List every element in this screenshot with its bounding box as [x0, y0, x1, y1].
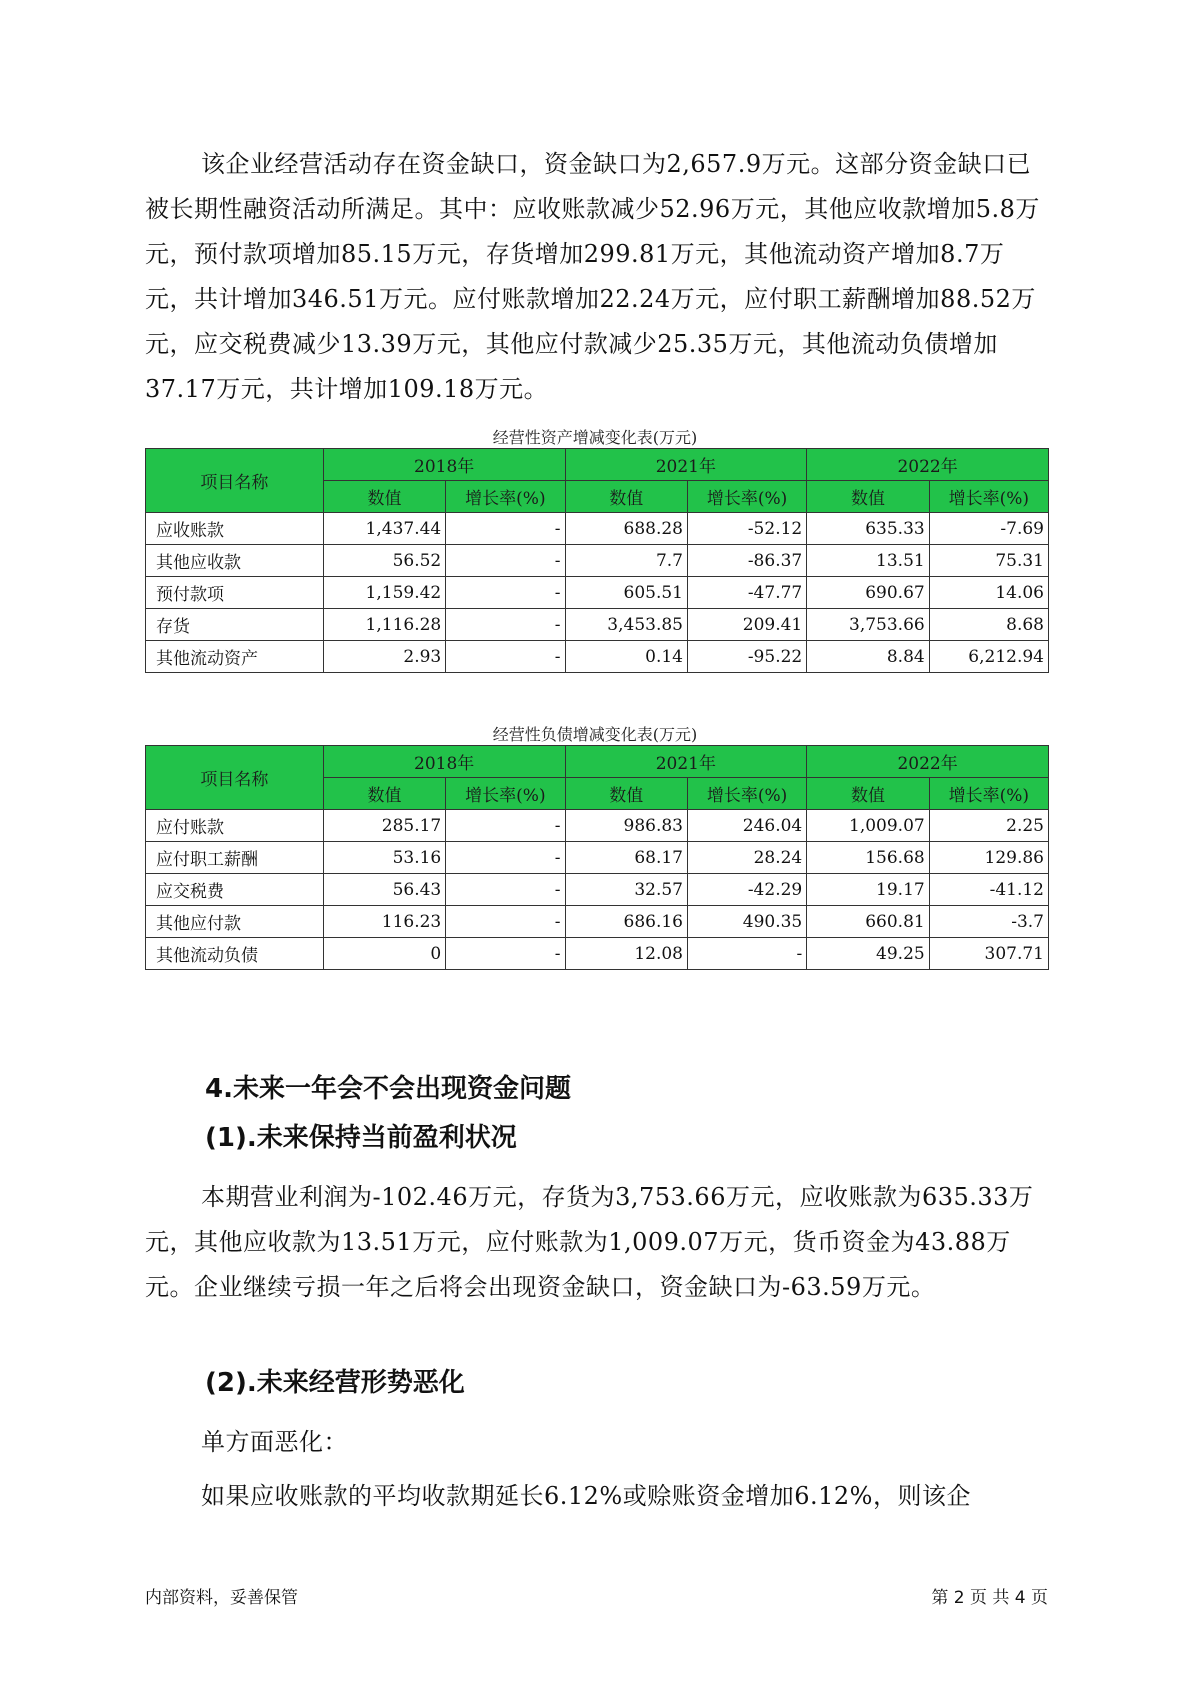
liability-change-table: [145, 745, 1049, 970]
value-cell: 688.28: [565, 513, 687, 545]
table-row: [146, 577, 1049, 609]
liability-table-caption: 经营性负债增减变化表(万元): [492, 725, 698, 744]
row-label: 其他流动负债: [146, 938, 324, 970]
year-header: 2018年: [323, 746, 565, 778]
growth-rate-cell: -7.69: [929, 513, 1048, 545]
growth-rate-cell: -95.22: [687, 641, 806, 673]
growth-rate-cell: -: [446, 641, 565, 673]
table-row: [146, 906, 1049, 938]
value-cell: 49.25: [807, 938, 929, 970]
growth-rate-header: 增长率(%): [687, 778, 806, 810]
growth-rate-header: 增长率(%): [687, 481, 806, 513]
table-row: [146, 874, 1049, 906]
year-header: 2022年: [807, 746, 1049, 778]
value-cell: 1,437.44: [323, 513, 445, 545]
value-cell: 690.67: [807, 577, 929, 609]
value-header: 数值: [323, 481, 445, 513]
growth-rate-cell: -86.37: [687, 545, 806, 577]
growth-rate-cell: 209.41: [687, 609, 806, 641]
row-label: 其他应收款: [146, 545, 324, 577]
growth-rate-cell: 75.31: [929, 545, 1048, 577]
footer-confidential-note: 内部资料，妥善保管: [145, 1588, 298, 1608]
value-cell: 12.08: [565, 938, 687, 970]
subsection-2-line-1: 单方面恶化：: [201, 1428, 348, 1456]
growth-rate-cell: 28.24: [687, 842, 806, 874]
row-label: 应付职工薪酬: [146, 842, 324, 874]
growth-rate-cell: -41.12: [929, 874, 1048, 906]
year-header: 2021年: [565, 449, 807, 481]
row-label: 应收账款: [146, 513, 324, 545]
value-cell: 1,116.28: [323, 609, 445, 641]
row-label: 预付款项: [146, 577, 324, 609]
value-cell: 7.7: [565, 545, 687, 577]
growth-rate-cell: -: [446, 842, 565, 874]
growth-rate-cell: -: [446, 609, 565, 641]
growth-rate-cell: -: [446, 874, 565, 906]
table-row: [146, 842, 1049, 874]
growth-rate-header: 增长率(%): [929, 778, 1048, 810]
value-cell: 0.14: [565, 641, 687, 673]
footer-page-number: 第 2 页 共 4 页: [931, 1588, 1048, 1608]
growth-rate-header: 增长率(%): [446, 481, 565, 513]
asset-table-caption: 经营性资产增减变化表(万元): [492, 428, 698, 447]
value-cell: 19.17: [807, 874, 929, 906]
value-header: 数值: [807, 481, 929, 513]
year-header: 2021年: [565, 746, 807, 778]
value-cell: 116.23: [323, 906, 445, 938]
growth-rate-cell: -: [446, 577, 565, 609]
growth-rate-cell: 246.04: [687, 810, 806, 842]
subsection-2-line-2: 如果应收账款的平均收款期延长6.12%或赊账资金增加6.12%，则该企: [201, 1482, 971, 1510]
table-row: [146, 545, 1049, 577]
growth-rate-cell: -52.12: [687, 513, 806, 545]
value-cell: 56.52: [323, 545, 445, 577]
growth-rate-cell: -: [446, 810, 565, 842]
value-header: 数值: [565, 481, 687, 513]
value-cell: 8.84: [807, 641, 929, 673]
subsection-1-heading: (1).未来保持当前盈利状况: [205, 1123, 517, 1153]
section-4-heading: 4.未来一年会不会出现资金问题: [205, 1074, 571, 1104]
value-cell: 285.17: [323, 810, 445, 842]
table-row: [146, 641, 1049, 673]
growth-rate-cell: 14.06: [929, 577, 1048, 609]
intro-paragraph: 该企业经营活动存在资金缺口，资金缺口为2,657.9万元。这部分资金缺口已被长期性融资活动所满足。其中：应收账款减少52.96万元，其他应收款增加5.8万元，预付款项增加85.15万元，存货增加299.81万元，其他流动资产增加8.7万元，共计增加346.51万元。应付账款增加22.24万元，应付职工薪酬增加88.52万元，应交税费减少13.39万元，其他应付款减少25.35万元，其他流动负债增加37.17万元，共计增加109.18万元。: [145, 150, 1040, 403]
value-cell: 3,453.85: [565, 609, 687, 641]
value-cell: 660.81: [807, 906, 929, 938]
value-cell: 2.93: [323, 641, 445, 673]
item-name-header: 项目名称: [146, 746, 324, 810]
value-cell: 156.68: [807, 842, 929, 874]
year-header: 2022年: [807, 449, 1049, 481]
growth-rate-cell: -: [446, 906, 565, 938]
value-cell: 686.16: [565, 906, 687, 938]
growth-rate-cell: 2.25: [929, 810, 1048, 842]
subsection-2-heading: (2).未来经营形势恶化: [205, 1368, 465, 1398]
growth-rate-cell: 129.86: [929, 842, 1048, 874]
table-row: [146, 513, 1049, 545]
growth-rate-cell: -: [446, 513, 565, 545]
growth-rate-cell: -: [446, 545, 565, 577]
value-cell: 986.83: [565, 810, 687, 842]
value-header: 数值: [807, 778, 929, 810]
subsection-1-paragraph: 本期营业利润为-102.46万元，存货为3,753.66万元，应收账款为635.33万元，其他应收款为13.51万元，应付账款为1,009.07万元，货币资金为43.88万元。企业继续亏损一年之后将会出现资金缺口，资金缺口为-63.59万元。: [145, 1183, 1034, 1301]
growth-rate-cell: -: [446, 938, 565, 970]
item-name-header: 项目名称: [146, 449, 324, 513]
table-row: [146, 810, 1049, 842]
value-cell: 1,159.42: [323, 577, 445, 609]
growth-rate-cell: 6,212.94: [929, 641, 1048, 673]
growth-rate-cell: -: [687, 938, 806, 970]
growth-rate-cell: -47.77: [687, 577, 806, 609]
growth-rate-cell: 8.68: [929, 609, 1048, 641]
row-label: 其他应付款: [146, 906, 324, 938]
value-cell: 0: [323, 938, 445, 970]
value-cell: 53.16: [323, 842, 445, 874]
value-cell: 13.51: [807, 545, 929, 577]
table-row: [146, 609, 1049, 641]
row-label: 其他流动资产: [146, 641, 324, 673]
value-cell: 605.51: [565, 577, 687, 609]
growth-rate-header: 增长率(%): [929, 481, 1048, 513]
asset-change-table: [145, 448, 1049, 673]
growth-rate-header: 增长率(%): [446, 778, 565, 810]
value-header: 数值: [323, 778, 445, 810]
growth-rate-cell: 307.71: [929, 938, 1048, 970]
value-cell: 1,009.07: [807, 810, 929, 842]
value-cell: 56.43: [323, 874, 445, 906]
row-label: 应付账款: [146, 810, 324, 842]
value-cell: 3,753.66: [807, 609, 929, 641]
row-label: 存货: [146, 609, 324, 641]
row-label: 应交税费: [146, 874, 324, 906]
value-cell: 32.57: [565, 874, 687, 906]
growth-rate-cell: 490.35: [687, 906, 806, 938]
table-row: [146, 938, 1049, 970]
growth-rate-cell: -42.29: [687, 874, 806, 906]
value-cell: 635.33: [807, 513, 929, 545]
value-cell: 68.17: [565, 842, 687, 874]
value-header: 数值: [565, 778, 687, 810]
growth-rate-cell: -3.7: [929, 906, 1048, 938]
year-header: 2018年: [323, 449, 565, 481]
